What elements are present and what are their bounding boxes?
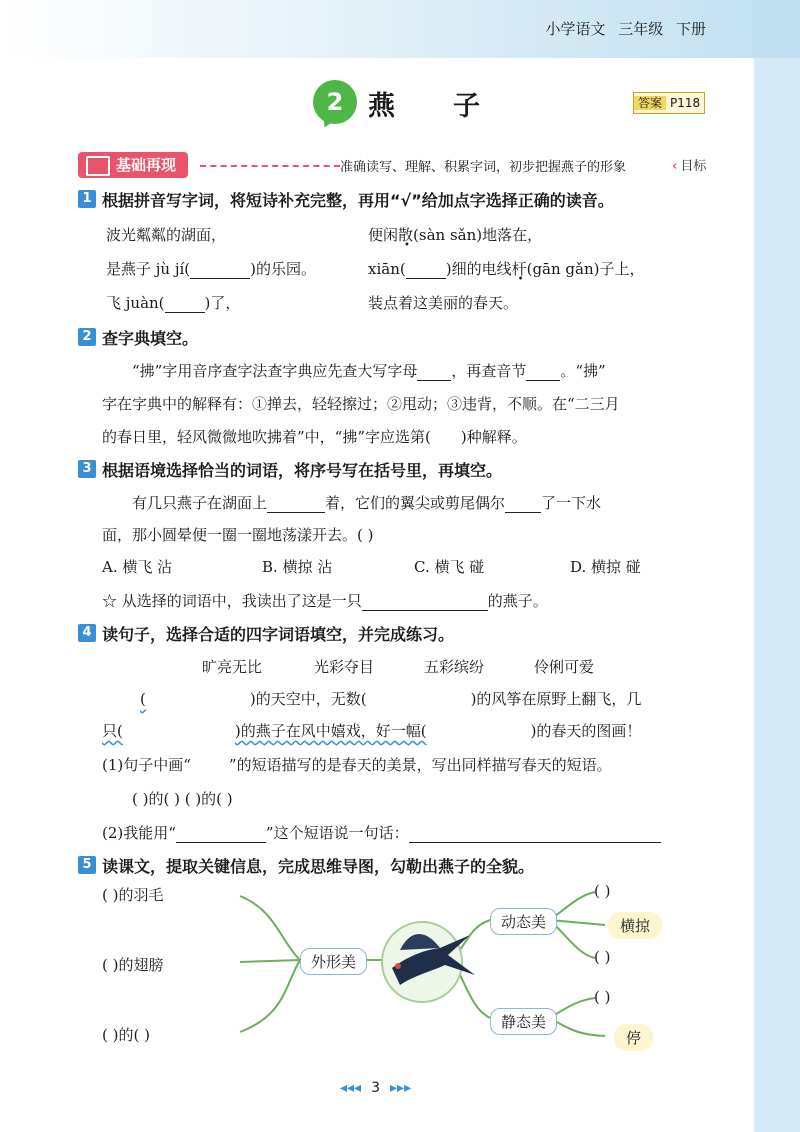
q1-right-line3: 装点着这美丽的春天。 (368, 294, 519, 312)
q3-option-d[interactable]: D. 横掠 碰 (570, 558, 641, 576)
q5-number: 5 (78, 856, 96, 874)
q1-right-line2: xiān( )细的电线杆(gān gǎn)子上， (368, 260, 645, 278)
q2-line3: 的春日里，轻风微微地吹拂着”中，“拂”字应选第( )种解释。 (102, 428, 527, 446)
section-description: 准确读写、理解、积累字词，初步把握燕子的形象 (340, 160, 627, 175)
mind-map-left-3[interactable]: ( )的( ) (102, 1026, 150, 1044)
q1-left-line3: 飞 juàn( )了， (106, 294, 241, 312)
book-header: 小学语文 三年级 下册 (545, 20, 706, 38)
q4-part2: (2)我能用“ ”这个短语说一句话： (102, 822, 661, 843)
q4-number: 4 (78, 624, 96, 642)
q1-left-line2: 是燕子 jù jí( )的乐园。 (106, 260, 317, 278)
answer-label: 答案 (634, 96, 666, 110)
q4-part1-blanks[interactable]: ( )的( ) ( )的( ) (132, 790, 233, 808)
prev-page-arrows[interactable]: ◂◂◂ (340, 1080, 362, 1096)
q4-word-2: 光彩夺目 (314, 658, 375, 676)
q3-number: 3 (78, 460, 96, 478)
q2-line2: 字在字典中的解释有：①掸去，轻轻擦过；②甩动；③违背，不顺。在“二三月 (102, 395, 620, 413)
q4-part1: (1)句子中画“ ”的短语描写的是春天的美景，写出同样描写春天的短语。 (102, 756, 612, 774)
mind-map-node-appearance: 外形美 (300, 948, 367, 975)
answer-page: P118 (670, 96, 701, 110)
q2-instruction: 查字典填空。 (102, 329, 199, 348)
q2-number: 2 (78, 328, 96, 346)
q3-option-b[interactable]: B. 横掠 沾 (262, 558, 333, 576)
page-footer (340, 1080, 411, 1096)
mind-map-left-1[interactable]: ( )的羽毛 (102, 886, 164, 904)
mind-map-node-dynamic: 动态美 (490, 908, 557, 935)
page-number: 3 (371, 1080, 381, 1096)
mind-map-right-4[interactable]: ( ) (594, 988, 611, 1006)
q4-word-1: 旷亮无比 (202, 658, 263, 676)
q3-line1: 有几只燕子在湖面上 着，它们的翼尖或剪尾偶尔 了一下水 (132, 494, 602, 512)
q3-line2: 面，那小圆晕便一圈一圈地荡漾开去。( ) (102, 526, 374, 544)
next-page-arrows[interactable]: ▸▸▸ (390, 1080, 412, 1096)
q3-star-line: ☆ 从选择的词语中，我读出了这是一只 的燕子。 (102, 592, 548, 610)
section-tag-label: 基础再现 (116, 156, 177, 174)
q4-sentence-line1: ( )的天空中，无数( )的风筝在原野上翻飞，几 (140, 690, 642, 708)
lesson-title: 燕子 (368, 91, 538, 122)
q5-instruction: 读课文，提取关键信息，完成思维导图，勾勒出燕子的全貌。 (102, 857, 535, 876)
q1-number: 1 (78, 190, 96, 208)
target-label: ‹ 目标 (672, 155, 706, 174)
q1-left-line1: 波光粼粼的湖面， (106, 226, 227, 244)
q3-option-c[interactable]: C. 横飞 碰 (414, 558, 485, 576)
mind-map-leaf-hengluè: 横掠 (608, 912, 662, 939)
q2-line1: “拂”字用音序查字法查字典应先查大写字母 ，再查音节 。“拂” (132, 362, 606, 380)
q4-word-3: 五彩缤纷 (424, 658, 485, 676)
q3-instruction: 根据语境选择恰当的词语，将序号写在括号里，再填空。 (102, 461, 503, 480)
dotted-char: 散 (398, 226, 414, 244)
q4-sentence-line2: 只( )的燕子在风中嬉戏，好一幅( )的春天的图画！ (102, 722, 642, 740)
q4-instruction: 读句子，选择合适的四字词语填空，并完成练习。 (102, 625, 455, 644)
mind-map-right-3[interactable]: ( ) (594, 948, 611, 966)
q1-right-line1: 便闲散(sàn sǎn)地落在， (368, 226, 543, 244)
q1-instruction: 根据拼音写字词，将短诗补充完整，再用“√”给加点字选择正确的读音。 (102, 191, 614, 210)
mind-map-node-static: 静态美 (490, 1008, 557, 1035)
lesson-number: 2 (313, 80, 357, 124)
mind-map-left-2[interactable]: ( )的翅膀 (102, 956, 164, 974)
q3-option-a[interactable]: A. 横飞 沾 (102, 558, 173, 576)
mind-map-leaf-ting: 停 (614, 1024, 653, 1051)
dotted-char: 杆 (511, 260, 527, 278)
mind-map-right-1[interactable]: ( ) (594, 882, 611, 900)
q4-word-4: 伶俐可爱 (534, 658, 595, 676)
